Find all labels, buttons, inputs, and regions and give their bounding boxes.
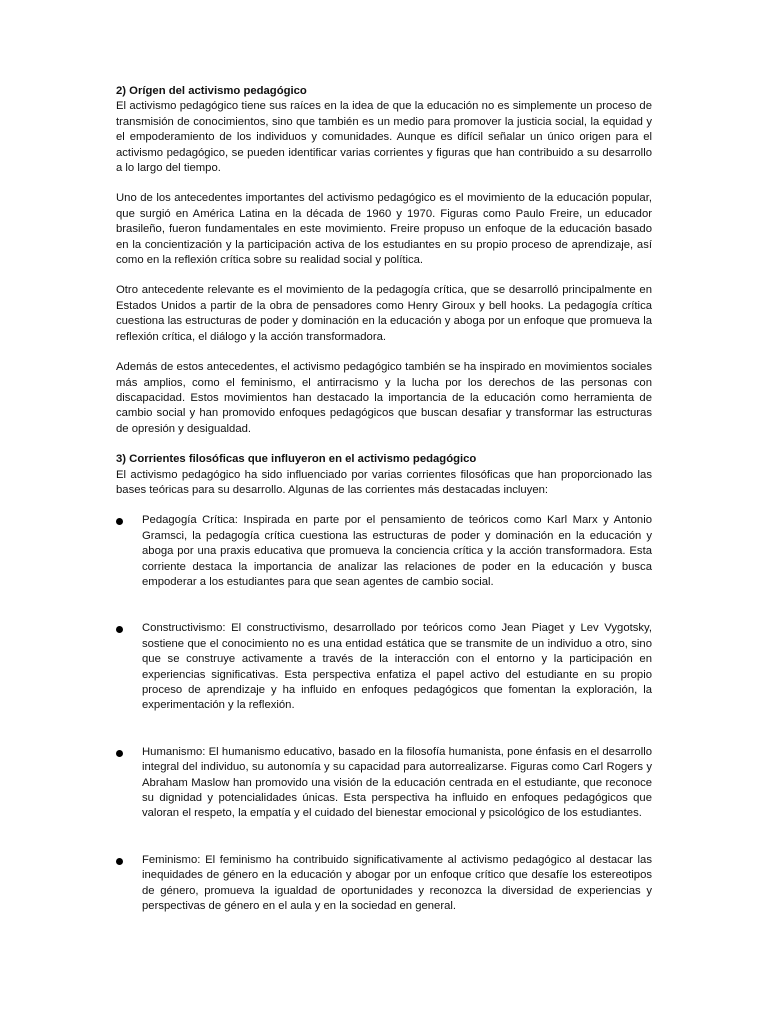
section-3-heading: 3) Corrientes filosóficas que influyeron en el activismo pedagógico bbox=[116, 453, 477, 466]
section-2-paragraph-1: El activismo pedagógico tiene sus raíces en la idea de que la educación no es simplemente un proceso de transmisión de conocimientos, sino que también es un medio para promover la justicia social, la equidad y el empoderamiento de los individuos y comunidades. Aunque es difícil señalar un único origen para el activismo pedagógico, se pueden identificar varias corrientes y figuras que han contribuido a su desarrollo a lo largo del tiempo. bbox=[116, 100, 652, 175]
list-item-text: Humanismo: El humanismo educativo, basado en la filosofía humanista, pone énfasis en el desarrollo integral del individuo, su autonomía y su capacidad para autorrealizarse. Figuras como Carl Rogers y Abraham Maslow han promovido una visión de la educación centrada en el estudiante, que reconoce su dignidad y potencialidades únicas. Esta perspectiva ha influido en enfoques pedagógicos que valoran el respeto, la empatía y el cuidado del bienestar emocional y psicológico de los estudiantes. bbox=[142, 745, 652, 820]
list-item-constructivismo bbox=[116, 621, 652, 713]
bullet-icon bbox=[116, 518, 123, 525]
bullet-icon bbox=[116, 858, 123, 865]
list-item-humanismo bbox=[116, 745, 652, 822]
list-item-feminismo bbox=[116, 853, 652, 915]
document-page bbox=[116, 84, 652, 914]
section-2-paragraph-4: Además de estos antecedentes, el activismo pedagógico también se ha inspirado en movimientos sociales más amplios, como el feminismo, el antirracismo y la lucha por los derechos de las personas con discapacidad. Estos movimientos han destacado la importancia de la educación como herramienta de cambio social y han promovido enfoques pedagógicos que buscan desafiar y transformar las estructuras de opresión y desigualdad. bbox=[116, 361, 652, 435]
bullet-icon bbox=[116, 750, 123, 757]
section-3-intro: El activismo pedagógico ha sido influenciado por varias corrientes filosóficas que han proporcionado las bases teóricas para su desarrollo. Algunas de las corrientes más destacadas incluyen: bbox=[116, 468, 652, 496]
section-2-paragraph-3: Otro antecedente relevante es el movimiento de la pedagogía crítica, que se desarrolló principalmente en Estados Unidos a partir de la obra de pensadores como Henry Giroux y bell hooks. La pedagogía crítica cuestiona las estructuras de poder y dominación en la educación y aboga por un enfoque que promueva la reflexión crítica, el diálogo y la acción transformadora. bbox=[116, 284, 652, 343]
philosophy-list bbox=[116, 513, 652, 914]
section-2-paragraph-2: Uno de los antecedentes importantes del activismo pedagógico es el movimiento de la educación popular, que surgió en América Latina en la década de 1960 y 1970. Figuras como Paulo Freire, un educador brasileño, fueron fundamentales en este movimiento. Freire propuso un enfoque de la educación basado en la concientización y la participación activa de los estudiantes en su propio proceso de aprendizaje, así como en la reflexión crítica sobre su realidad social y política. bbox=[116, 192, 652, 267]
list-item-text: Pedagogía Crítica: Inspirada en parte por el pensamiento de teóricos como Karl Marx y Antonio Gramsci, la pedagogía crítica cuestiona las estructuras de poder y dominación en la educación y aboga por una praxis educativa que promueva la conciencia crítica y la acción transformadora. Esta corriente destaca la importancia de analizar las relaciones de poder en la educación y busca empoderar a los estudiantes para que sean agentes de cambio social. bbox=[142, 514, 652, 588]
section-2-heading: 2) Orígen del activismo pedagógico bbox=[116, 85, 307, 97]
list-item-pedagogia-critica bbox=[116, 513, 652, 590]
list-item-text: Feminismo: El feminismo ha contribuido significativamente al activismo pedagógico al destacar las inequidades de género en la educación y abogar por un enfoque crítico que desafíe los estereotipos de género, promueva la igualdad de oportunidades y reconozca la diversidad de experiencias y perspectivas de género en el aula y en la sociedad en general. bbox=[142, 853, 652, 913]
bullet-icon bbox=[116, 626, 123, 633]
list-item-text: Constructivismo: El constructivismo, desarrollado por teóricos como Jean Piaget y Lev Vygotsky, sostiene que el conocimiento no es una entidad estática que se transmite de un individuo a otro, sino que se construye activamente a través de la interacción con el entorno y la participación en experiencias significativas. Esta perspectiva enfatiza el papel activo del estudiante en su propio proceso de aprendizaje y ha influido en enfoques pedagógicos que fomentan la exploración, la experimentación y la reflexión. bbox=[142, 622, 652, 712]
